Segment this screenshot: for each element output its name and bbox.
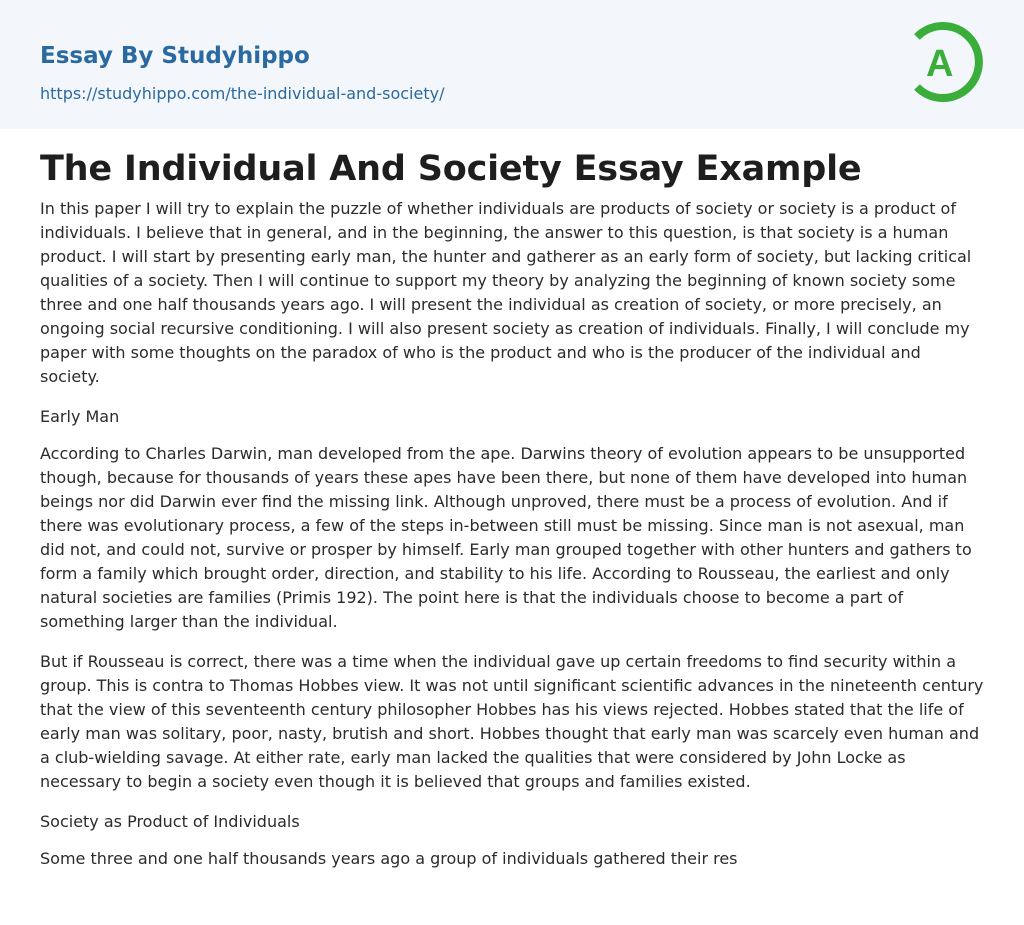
paragraph-society-origin: Some three and one half thousands years ago a group of individuals gathered their res [40, 849, 738, 868]
section-heading-early-man: Early Man [40, 407, 120, 426]
paragraph-darwin: According to Charles Darwin, man developed from the ape. Darwins theory of evolution appears to be unsupported though, because for thousands of years these apes have been there, but none of them have developed into human beings nor did Darwin ever find the missing link. Although unproved, there must be a process of evolution. And if there was evolutionary process, a few of the steps in-between still must be missing. Since man is not asexual, man did not, and could not, survive or prosper by himself. Early man grouped together with other hunters and gathers to form a family which brought order, direction, and stability to his life. According to Rousseau, the earliest and only natural societies are families (Primis 192). The point here is that the individuals choose to become a part of something larger than the individual. [40, 444, 972, 631]
paragraph-rousseau: But if Rousseau is correct, there was a time when the individual gave up certain freedoms to find security within a group. This is contra to Thomas Hobbes view. It was not until significant scientific advances in the nineteenth century that the view of this seventeenth century philosopher Hobbes has his views rejected. Hobbes stated that the life of early man was solitary, poor, nasty, brutish and short. Hobbes thought that early man was scarcely even human and a club-wielding savage. At either rate, early man lacked the qualities that were considered by John Locke as necessary to begin a society even though it is believed that groups and families existed. [40, 652, 984, 791]
article-url-link[interactable]: https://studyhippo.com/the-individual-and-society/ [40, 84, 445, 103]
logo-letter: A [926, 43, 954, 85]
brand-title[interactable]: Essay By Studyhippo [40, 43, 310, 69]
paragraph-intro: In this paper I will try to explain the puzzle of whether individuals are products of society or society is a product of individuals. I believe that in general, and in the beginning, the answer to this question, is that society is a human product. I will start by presenting early man, the hunter and gatherer as an early form of society, but lacking critical qualities of a society. Then I will continue to support my theory by analyzing the beginning of known society some three and one half thousands years ago. I will present the individual as creation of society, or more precisely, an ongoing social recursive conditioning. I will also present society as creation of individuals. Finally, I will conclude my paper with some thoughts on the paradox of who is the product and who is the producer of the individual and society. [40, 199, 972, 386]
site-header [0, 0, 1024, 129]
studyhippo-logo-icon[interactable] [900, 20, 984, 104]
section-heading-society: Society as Product of Individuals [40, 812, 300, 831]
page-title: The Individual And Society Essay Example [40, 149, 862, 189]
article-body [0, 129, 1024, 871]
